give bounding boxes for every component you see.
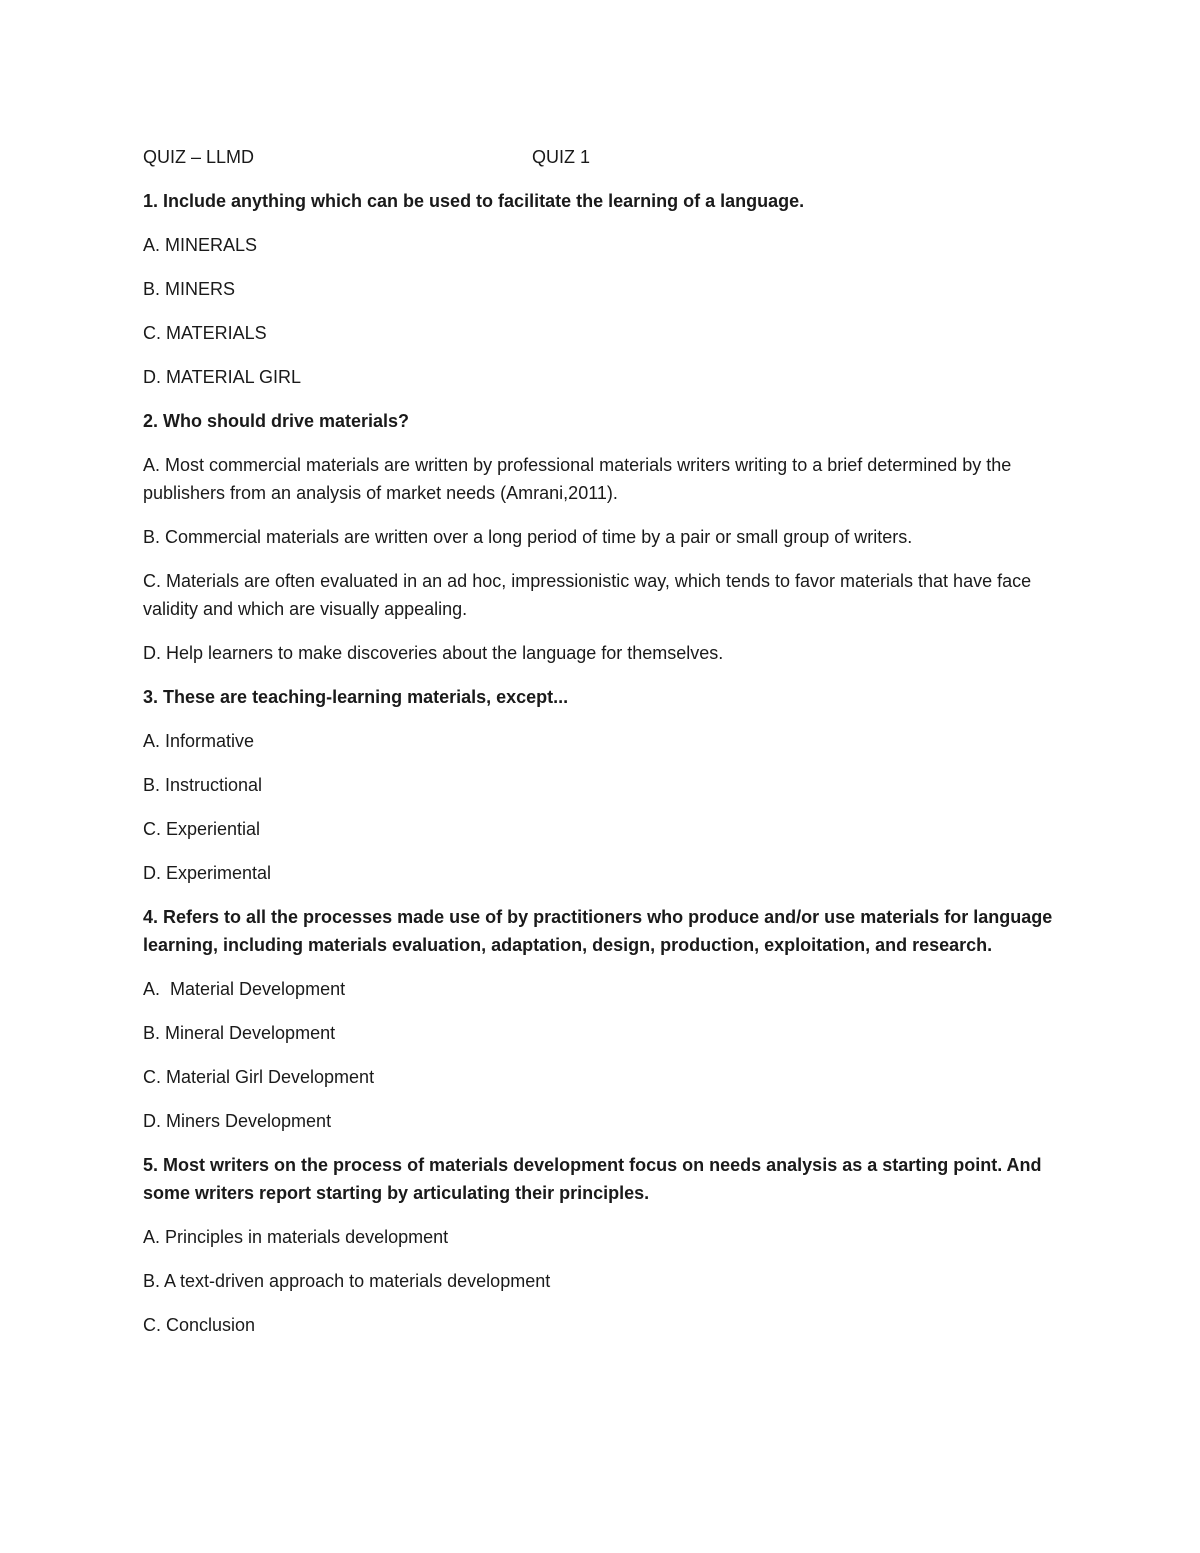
quiz-content <box>143 143 1058 1355</box>
answer-option: A. Principles in materials development <box>143 1227 449 1247</box>
answer-option: C. Conclusion <box>143 1315 256 1335</box>
answer-option: C. Experiential <box>143 819 261 839</box>
answer-option: B. Mineral Development <box>143 1023 336 1043</box>
question-prompt: 2. Who should drive materials? <box>143 411 410 431</box>
answer-option: B. MINERS <box>143 279 236 299</box>
question-5 <box>143 1151 1058 1339</box>
answer-option: C. Material Girl Development <box>143 1067 375 1087</box>
answer-option: A. Most commercial materials are written by professional materials writers writing to a brief determined by the publishers from an analysis of market needs (Amrani,2011). <box>143 455 1017 503</box>
question-prompt: 1. Include anything which can be used to facilitate the learning of a language. <box>143 191 805 211</box>
answer-option: A. Material Development <box>143 979 346 999</box>
question-4 <box>143 903 1058 1135</box>
quiz-header <box>143 143 1058 171</box>
answer-option: C. MATERIALS <box>143 323 267 343</box>
answer-option: B. Instructional <box>143 775 263 795</box>
question-prompt: 3. These are teaching-learning materials, except... <box>143 687 569 707</box>
answer-option: B. A text-driven approach to materials development <box>143 1271 551 1291</box>
course-title: QUIZ – LLMD <box>143 147 255 167</box>
question-2 <box>143 407 1058 667</box>
answer-option: A. MINERALS <box>143 235 258 255</box>
question-3 <box>143 683 1058 887</box>
answer-option: D. Experimental <box>143 863 272 883</box>
question-1 <box>143 187 1058 391</box>
question-prompt: 4. Refers to all the processes made use of by practitioners who produce and/or use materials for language learning, including materials evaluation, adaptation, design, production, exploitation, and research. <box>143 907 1053 955</box>
answer-option: D. Miners Development <box>143 1111 332 1131</box>
answer-option: D. Help learners to make discoveries about the language for themselves. <box>143 643 724 663</box>
quiz-title: QUIZ 1 <box>532 147 591 167</box>
question-prompt: 5. Most writers on the process of materials development focus on needs analysis as a starting point. And some writers report starting by articulating their principles. <box>143 1155 1042 1203</box>
answer-option: D. MATERIAL GIRL <box>143 367 302 387</box>
answer-option: A. Informative <box>143 731 255 751</box>
answer-option: B. Commercial materials are written over a long period of time by a pair or small group of writers. <box>143 527 913 547</box>
answer-option: C. Materials are often evaluated in an ad hoc, impressionistic way, which tends to favor materials that have face validity and which are visually appealing. <box>143 571 1037 619</box>
